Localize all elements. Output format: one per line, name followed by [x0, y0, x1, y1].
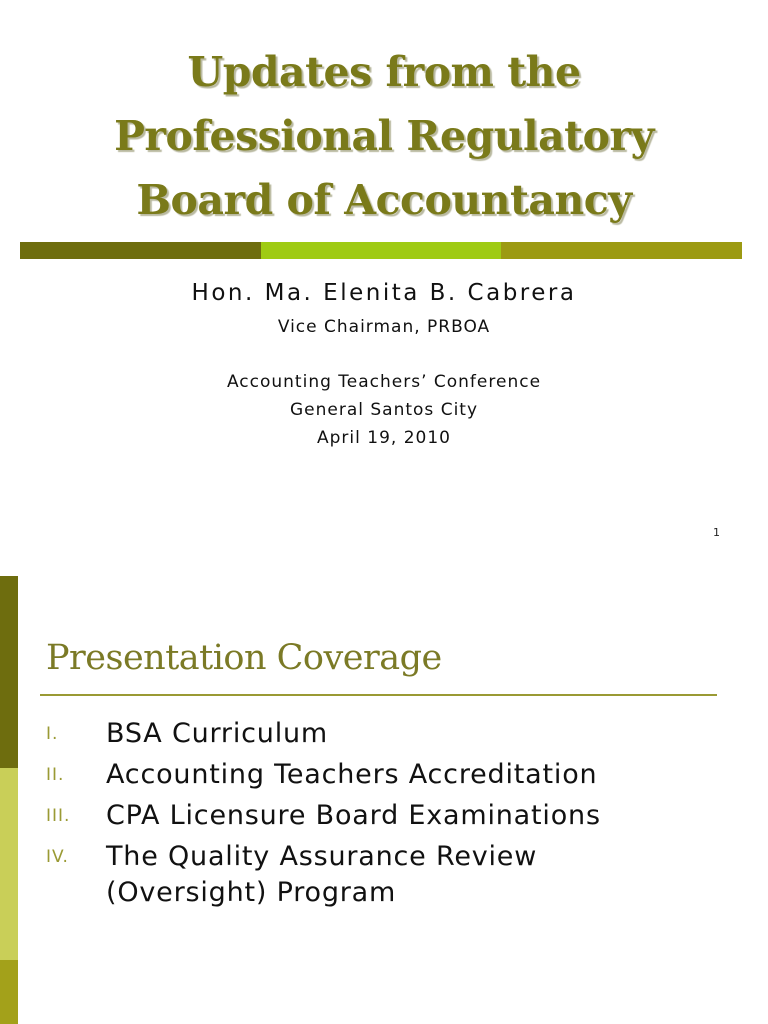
list-text: Accounting Teachers Accreditation: [106, 759, 598, 790]
bar-segment-right: [501, 242, 742, 259]
presenter-name: Hon. Ma. Elenita B. Cabrera: [191, 280, 577, 306]
side-color-bar: [0, 576, 18, 1024]
list-item: [46, 716, 746, 752]
list-numeral: II.: [46, 765, 65, 785]
side-bar-dark: [0, 576, 18, 768]
event-details: [0, 368, 768, 452]
bar-segment-left: [20, 242, 261, 259]
slide-number: 1: [713, 526, 720, 539]
title-color-bar: [20, 242, 742, 259]
event-line: General Santos City: [289, 400, 479, 420]
event-line: Accounting Teachers’ Conference: [226, 372, 542, 392]
heading-divider: [40, 694, 717, 696]
side-bar-light: [0, 768, 18, 960]
list-text: BSA Curriculum: [106, 718, 329, 749]
presenter-role: Vice Chairman, PRBOA: [277, 317, 491, 337]
title-line: Updates from the: [187, 48, 581, 96]
coverage-list: [46, 716, 746, 916]
coverage-slide: [0, 576, 768, 1024]
list-item: [46, 798, 746, 834]
list-item: [46, 757, 746, 793]
list-numeral: III.: [46, 806, 71, 826]
title-line: Board of Accountancy: [136, 176, 632, 224]
side-bar-bottom: [0, 960, 18, 1024]
slide-heading: Presentation Coverage: [46, 638, 442, 678]
slide-title: [0, 40, 768, 232]
list-text: CPA Licensure Board Examinations: [106, 800, 601, 831]
event-line: April 19, 2010: [317, 428, 451, 448]
title-line: Professional Regulatory: [114, 112, 654, 160]
bar-segment-middle: [261, 242, 502, 259]
list-numeral: IV.: [46, 847, 69, 867]
list-item: [46, 839, 746, 911]
list-numeral: I.: [46, 724, 59, 744]
list-text: The Quality Assurance Review (Oversight) Program: [106, 841, 538, 908]
